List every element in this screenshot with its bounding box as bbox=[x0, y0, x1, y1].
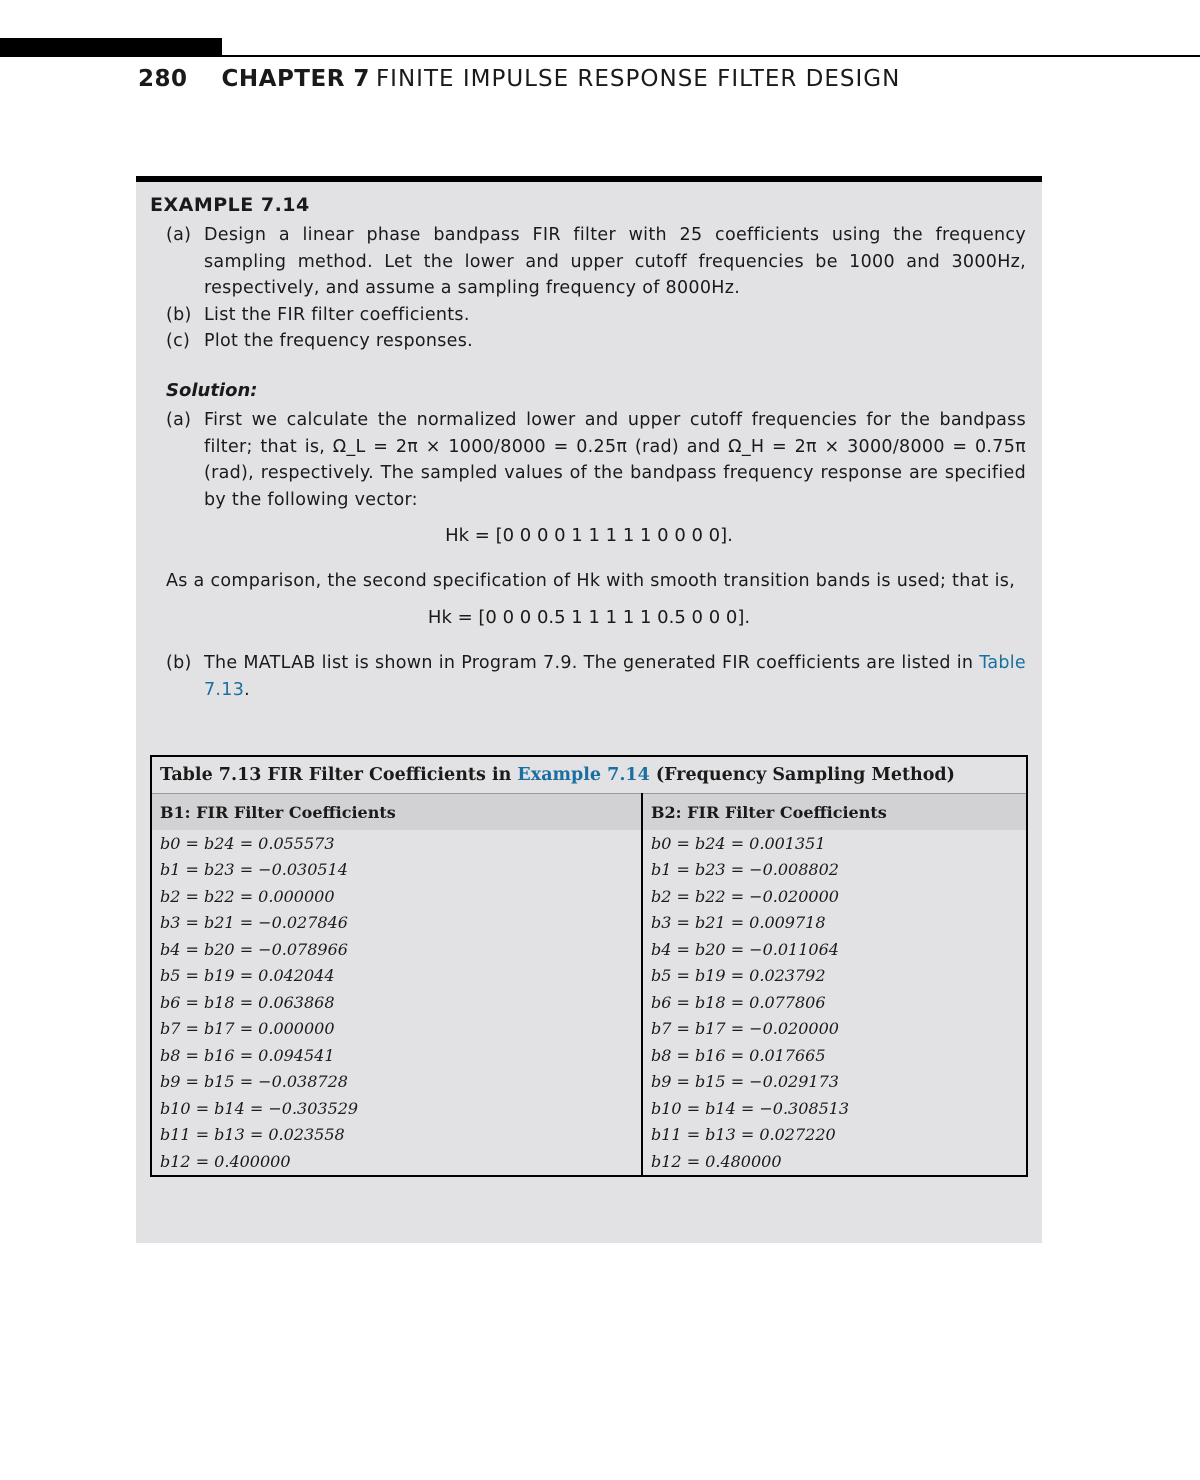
table-cell: b10 = b14 = −0.303529 bbox=[160, 1098, 359, 1118]
table-row bbox=[151, 936, 1027, 963]
table-cell: b3 = b21 = 0.009718 bbox=[642, 910, 1027, 937]
table-cell: b1 = b23 = −0.008802 bbox=[642, 857, 1027, 884]
page-number: 280 bbox=[138, 66, 188, 92]
example-item-c bbox=[166, 328, 1026, 355]
example-item-b bbox=[166, 302, 1026, 329]
equation-hk-2: Hk = [0 0 0 0.5 1 1 1 1 1 0.5 0 0 0]. bbox=[427, 607, 751, 628]
table-row bbox=[151, 1148, 1027, 1176]
table-cell: b2 = b22 = 0.000000 bbox=[160, 886, 335, 906]
table-cell: b3 = b21 = −0.027846 bbox=[160, 913, 348, 933]
item-text: Plot the frequency responses. bbox=[204, 331, 474, 351]
solution-heading: Solution: bbox=[166, 380, 258, 401]
table-row bbox=[151, 857, 1027, 884]
table-cell: b12 = 0.480000 bbox=[642, 1148, 1027, 1176]
chapter-label: CHAPTER 7 bbox=[221, 66, 370, 92]
table-row bbox=[151, 830, 1027, 857]
table-cell: b8 = b16 = 0.017665 bbox=[642, 1042, 1027, 1069]
table-cell: b6 = b18 = 0.063868 bbox=[160, 992, 335, 1012]
table-row bbox=[151, 1095, 1027, 1122]
coefficient-table bbox=[150, 755, 1028, 1177]
table-cell: b5 = b19 = 0.042044 bbox=[160, 966, 335, 986]
table-cell: b12 = 0.400000 bbox=[160, 1151, 291, 1171]
table-row bbox=[151, 963, 1027, 990]
table-cell: b4 = b20 = −0.078966 bbox=[160, 939, 348, 959]
example-box bbox=[136, 176, 1042, 1243]
comparison-text: As a comparison, the second specification of Hk with smooth transition bands is used; that is, bbox=[166, 571, 1016, 591]
table-cell: b7 = b17 = −0.020000 bbox=[642, 1016, 1027, 1043]
table-caption bbox=[151, 756, 1027, 794]
table-cell: b11 = b13 = 0.027220 bbox=[642, 1122, 1027, 1149]
equation-hk-1: Hk = [0 0 0 0 1 1 1 1 1 0 0 0 0]. bbox=[445, 525, 733, 546]
table-cell: b0 = b24 = 0.001351 bbox=[642, 830, 1027, 857]
column-header-b2: B2: FIR Filter Coefficients bbox=[642, 794, 1027, 831]
table-cell: b4 = b20 = −0.011064 bbox=[642, 936, 1027, 963]
caption-prefix: Table 7.13 FIR Filter Coefficients in bbox=[160, 765, 518, 785]
table-cell: b7 = b17 = 0.000000 bbox=[160, 1019, 335, 1039]
header-rule-thin bbox=[222, 55, 1200, 57]
caption-example-link[interactable]: Example 7.14 bbox=[517, 765, 650, 785]
table-row bbox=[151, 1069, 1027, 1096]
table-cell: b6 = b18 = 0.077806 bbox=[642, 989, 1027, 1016]
table-row bbox=[151, 1016, 1027, 1043]
caption-suffix: (Frequency Sampling Method) bbox=[649, 765, 955, 785]
solution-b-body bbox=[204, 650, 1026, 703]
example-title: EXAMPLE 7.14 bbox=[150, 194, 310, 216]
solution-a-text: First we calculate the normalized lower and upper cutoff frequencies for the bandpass filter; that is, Ω_L = 2π × 1000/8000 = 0.25π (rad) and Ω_H = 2π × 3000/8000 = 0.75π (rad), respectively. The sampled values of the bandpass frequency response are specified by the following vector: bbox=[204, 410, 1026, 510]
header-rule-thick bbox=[0, 38, 222, 57]
table-cell: b11 = b13 = 0.023558 bbox=[160, 1125, 345, 1145]
solution-b-text: The MATLAB list is shown in Program 7.9. The generated FIR coefficients are listed in bbox=[204, 653, 974, 673]
table-link[interactable]: Table 7.13 bbox=[204, 653, 1026, 700]
item-text: Design a linear phase bandpass FIR filter with 25 coefficients using the frequency sampling method. Let the lower and upper cutoff frequencies be 1000 and 3000Hz, respectively, and assume a sampling frequency of 8000Hz. bbox=[204, 225, 1026, 298]
solution-b-end: . bbox=[244, 679, 251, 700]
table-cell: b8 = b16 = 0.094541 bbox=[160, 1045, 335, 1065]
table-cell: b9 = b15 = −0.038728 bbox=[160, 1072, 348, 1092]
table-cell: b10 = b14 = −0.308513 bbox=[642, 1095, 1027, 1122]
table-row bbox=[151, 910, 1027, 937]
solution-item-a bbox=[166, 407, 1026, 513]
column-header-b1: B1: FIR Filter Coefficients bbox=[151, 794, 642, 831]
table-cell: b9 = b15 = −0.029173 bbox=[642, 1069, 1027, 1096]
table-row bbox=[151, 883, 1027, 910]
item-label: (b) bbox=[166, 653, 192, 673]
item-label: (b) bbox=[166, 305, 192, 325]
item-label: (c) bbox=[166, 331, 191, 351]
chapter-title: FINITE IMPULSE RESPONSE FILTER DESIGN bbox=[375, 66, 901, 92]
example-item-a bbox=[166, 222, 1026, 302]
solution-item-b bbox=[166, 650, 1026, 703]
table-row bbox=[151, 989, 1027, 1016]
item-label: (a) bbox=[166, 225, 192, 245]
table-cell: b0 = b24 = 0.055573 bbox=[160, 833, 335, 853]
item-label: (a) bbox=[166, 410, 192, 430]
table-row bbox=[151, 1042, 1027, 1069]
table-cell: b1 = b23 = −0.030514 bbox=[160, 860, 348, 880]
table-cell: b2 = b22 = −0.020000 bbox=[642, 883, 1027, 910]
running-head bbox=[138, 66, 900, 92]
item-text: List the FIR filter coefficients. bbox=[204, 305, 470, 325]
table-cell: b5 = b19 = 0.023792 bbox=[642, 963, 1027, 990]
table-row bbox=[151, 1122, 1027, 1149]
